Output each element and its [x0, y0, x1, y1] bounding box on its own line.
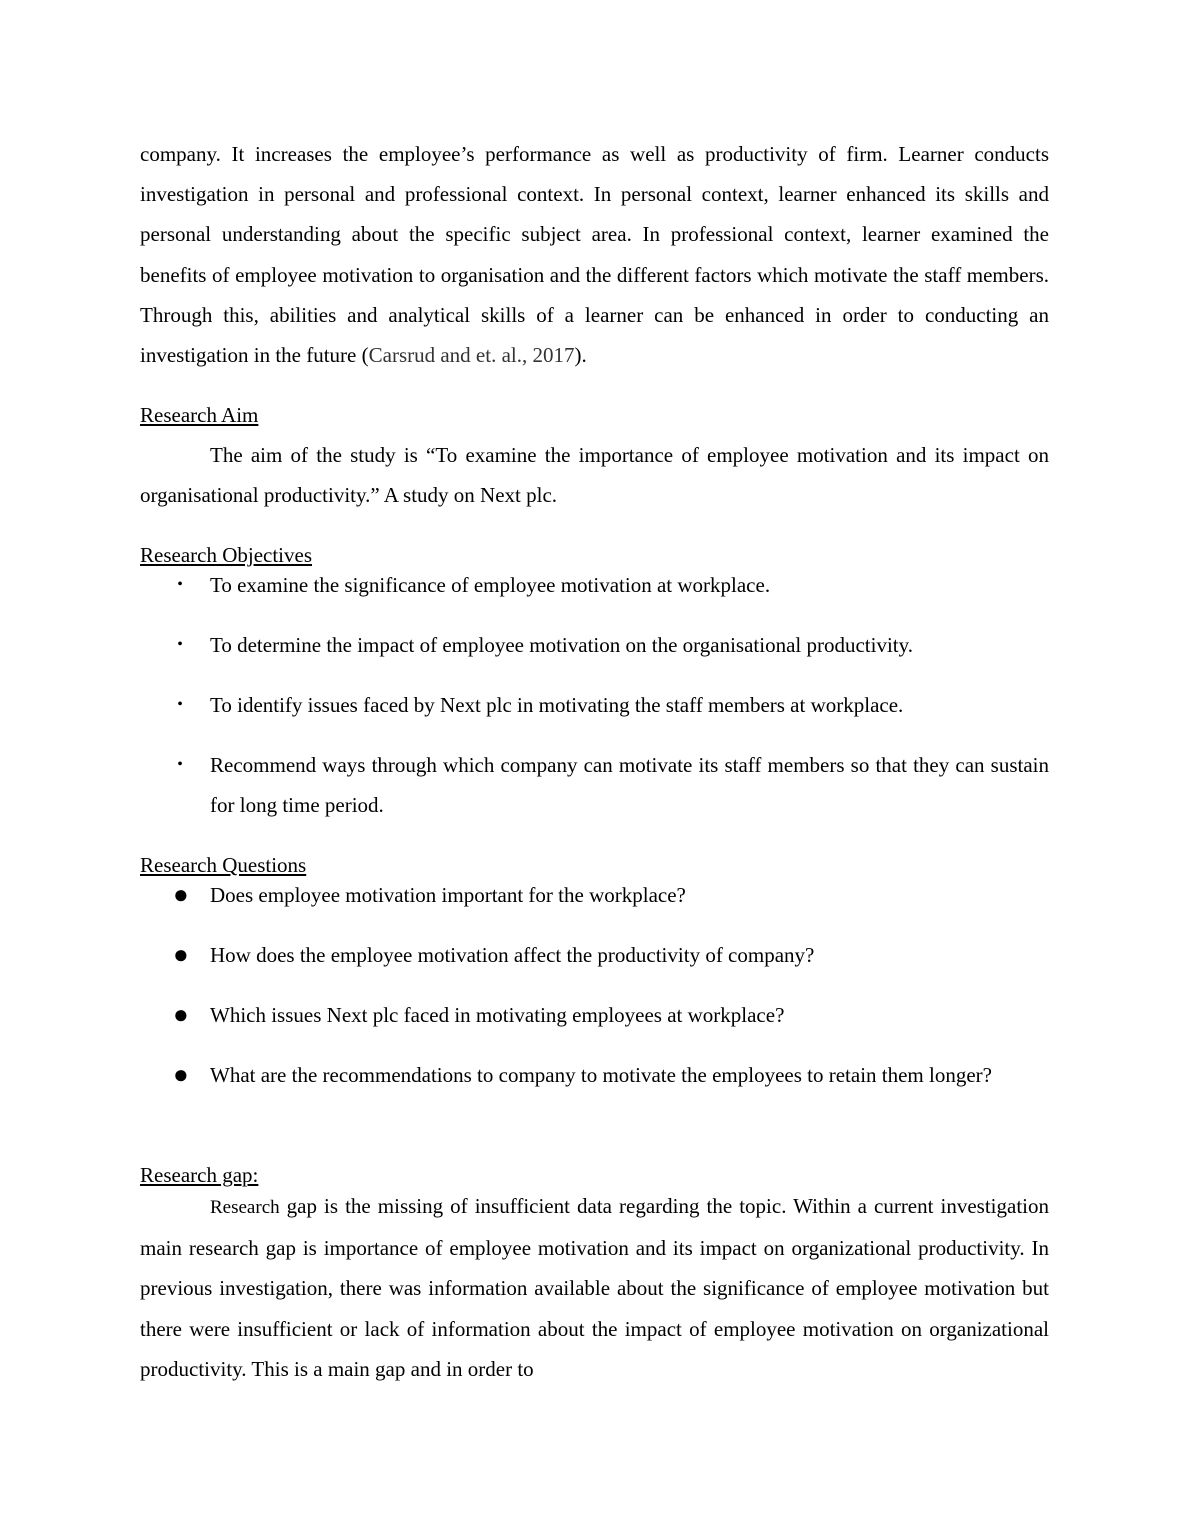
research-gap-body: gap is the missing of insufficient data regarding the topic. Within a current investigation main research gap is importance of employee motivation and its impact on organizational productivity. In previous investigation, there was information available about the significance of employee motivation but there were insufficient or lack of information about the impact of employee motivation on organizational productivity. This is a main gap and in order to: [140, 1194, 1049, 1381]
objective-text: To identify issues faced by Next plc in motivating the staff members at workplace.: [210, 693, 904, 717]
objective-text: To examine the significance of employee motivation at workplace.: [210, 573, 771, 597]
intro-text: company. It increases the employee’s performance as well as productivity of firm. Learner conducts investigation in personal and professional context. In personal context, learner enhanced its skills and personal understanding about the specific subject area. In professional context, learner examined the benefits of employee motivation to organisation and the different factors which motivate the staff members. Through this, abilities and analytical skills of a learner can be enhanced in order to conducting an investigation in the future (: [140, 142, 1049, 368]
bullet-icon: ●: [173, 1060, 189, 1089]
bullet-icon: ●: [173, 1000, 189, 1029]
bullet-icon: ●: [173, 940, 189, 969]
bullet-icon: •: [177, 576, 183, 593]
research-gap-text: [140, 1186, 1049, 1389]
research-aim-heading: Research Aim: [140, 403, 259, 427]
question-text: How does the employee motivation affect the productivity of company?: [210, 943, 815, 967]
research-objectives-heading: Research Objectives: [140, 543, 313, 567]
intro-end: ).: [574, 343, 587, 368]
question-text: Does employee motivation important for the workplace?: [210, 883, 686, 907]
research-gap-heading: Research gap:: [140, 1163, 259, 1187]
question-text: Which issues Next plc faced in motivating employees at workplace?: [210, 1003, 785, 1027]
question-text: What are the recommendations to company to motivate the employees to retain them longer?: [210, 1063, 992, 1087]
intro-citation: Carsrud and et. al., 2017: [368, 343, 575, 368]
research-gap-first-word: Research: [210, 1197, 280, 1218]
intro-paragraph: [140, 134, 1049, 375]
bullet-icon: •: [177, 696, 183, 713]
research-aim-text: The aim of the study is “To examine the importance of employee motivation and its impact on organisational productivity.” A study on Next plc.: [140, 443, 1049, 508]
bullet-icon: •: [177, 636, 183, 653]
objective-text: Recommend ways through which company can motivate its staff members so that they can sustain for long time period.: [210, 753, 1049, 818]
research-questions-heading: Research Questions: [140, 853, 307, 877]
bullet-icon: ●: [173, 880, 189, 909]
objective-text: To determine the impact of employee motivation on the organisational productivity.: [210, 633, 914, 657]
bullet-icon: •: [177, 756, 183, 773]
